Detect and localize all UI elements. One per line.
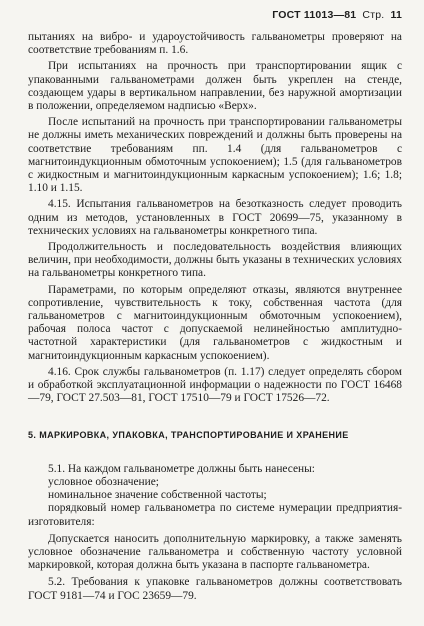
running-header — [28, 9, 402, 31]
paragraph-after-test: После испытаний на прочность при транспортировании гальванометры не должны иметь механических повреждений и должны быть проверены на соответствие требованиям пп. 1.4 (для гальванометров с магнитоиндукционным обмоточным успокоением); 1.5 (для гальванометров с жидкостным и магнитоиндукционным каркасным успокоением); 1.6; 1.8; 1.10 и 1.15. — [28, 116, 402, 195]
page-number: 11 — [390, 9, 402, 21]
paragraph-4-16: 4.16. Срок службы гальванометров (п. 1.17) следует определять сбором и обработкой эксплуатационной информации о надежности по ГОСТ 16468—79, ГОСТ 27.503—81, ГОСТ 17510—79 и ГОСТ 17526—72. — [28, 365, 402, 405]
paragraph-failure-params: Параметрами, по которым определяют отказы, являются внутреннее сопротивление, чувствительность к току, собственная частота (для гальванометров с магнитоиндукционным обмоточным успокоением), рабочая полоса частот с допускаемой нелинейностью амплитудно-частотной характеристики (для гальванометров с жидкостным и магнитоиндукционным каркасным успокоением). — [28, 283, 402, 362]
list-item-frequency: номинальное значение собственной частоты; — [48, 489, 267, 502]
paragraph-extra-marking: Допускается наносить дополнительную маркировку, а также заменять условное обозначение гальванометра и собственную частоту условной маркировкой, которая должна быть указана в паспорте гальванометра. — [28, 532, 402, 572]
section-heading: 5. МАРКИРОВКА, УПАКОВКА, ТРАНСПОРТИРОВАНИЕ И ХРАНЕНИЕ — [28, 430, 349, 441]
document-page — [28, 0, 402, 606]
paragraph-continuation: пытаниях на вибро- и удароустойчивость гальванометры проверяют на соответствие требованиям п. 1.6. — [28, 31, 402, 57]
list-item-designation: условное обозначение; — [48, 475, 159, 488]
list-item-serial-number: порядковый номер гальванометра по системе нумерации предприятия-изготовителя: — [28, 502, 402, 528]
paragraph-5-2: 5.2. Требования к упаковке гальванометров должны соответствовать ГОСТ 9181—74 и ГОС 23659—79. — [28, 576, 402, 602]
document-body — [28, 31, 402, 603]
paragraph-5-1: 5.1. На каждом гальванометре должны быть нанесены: — [48, 462, 315, 475]
standard-number: ГОСТ 11013—81 — [272, 9, 357, 21]
paragraph-4-15: 4.15. Испытания гальванометров на безотказность следует проводить одним из методов, установленных в ГОСТ 20699—75, указанному в технических условиях на гальванометры конкретного типа. — [28, 198, 402, 237]
paragraph-transport-test: При испытаниях на прочность при транспортировании ящик с упакованными гальванометрами должен быть укреплен на стенде, создающем удары в вертикальном направлении, без наружной амортизации в положении, определяемом надписью «Верх». — [28, 60, 402, 113]
paragraph-duration: Продолжительность и последовательность воздействия влияющих величин, при необходимости, должны быть указаны в технических условиях на гальванометры конкретного типа. — [28, 241, 402, 280]
page-label: Стр. — [362, 9, 385, 21]
